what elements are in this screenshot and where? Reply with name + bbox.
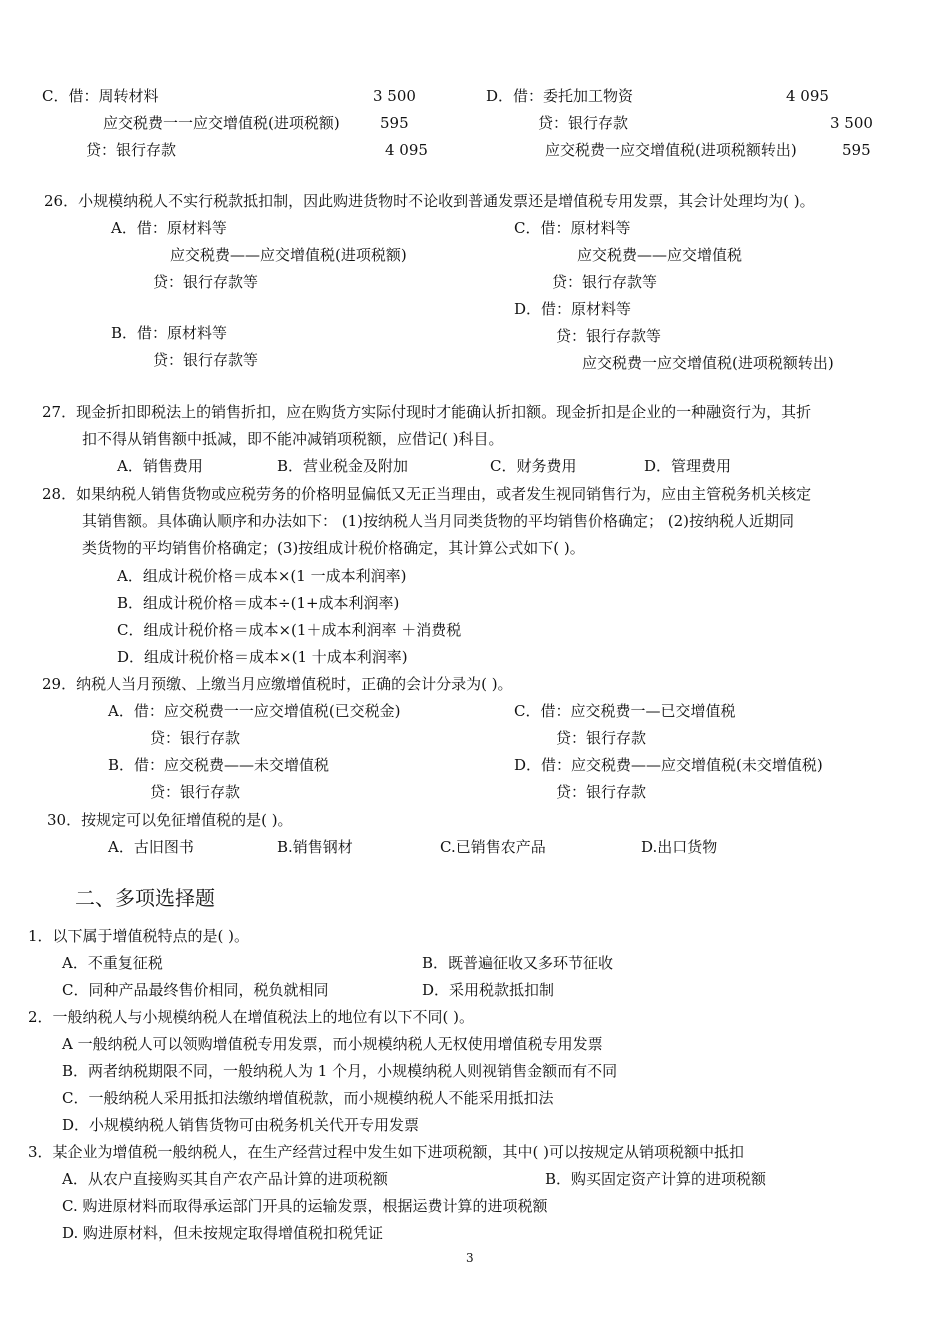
q28-stem-line1: 28．如果纳税人销售货物或应税劳务的价格明显偏低又无正当理由，或者发生视同销售行为，应由主管税务机关核定 bbox=[42, 485, 812, 503]
m3-option-a: A．从农户直接购买其自产农产品计算的进项税额 bbox=[62, 1170, 388, 1188]
section-title: 二、多项选择题 bbox=[75, 886, 215, 910]
m3-stem: 3．某企业为增值税一般纳税人，在生产经营过程中发生如下进项税额，其中( )可以按规定从销项税额中抵扣 bbox=[28, 1143, 745, 1161]
q30-option-d: D.出口货物 bbox=[641, 838, 718, 856]
q26-option-c-line2: 应交税费——应交增值税 bbox=[577, 246, 743, 264]
q29-option-d-line1: D．借：应交税费——应交增值税(未交增值税) bbox=[514, 756, 823, 774]
q26-option-d-line1: D．借：原材料等 bbox=[514, 300, 632, 318]
q26-option-b-line1: B．借：原材料等 bbox=[111, 324, 228, 342]
q27-option-a: A．销售费用 bbox=[117, 457, 203, 475]
q26-option-a-line2: 应交税费——应交增值税(进项税额) bbox=[170, 246, 407, 264]
q27-stem-line1: 27．现金折扣即税法上的销售折扣，应在购货方实际付现时才能确认折扣额。现金折扣是企业的一种融资行为，其折 bbox=[42, 403, 812, 421]
q25-option-d-amount2: 3 500 bbox=[830, 114, 873, 132]
q26-option-d-line3: 应交税费一应交增值税(进项税额转出) bbox=[582, 354, 834, 372]
q30-option-a: A．古旧图书 bbox=[108, 838, 194, 856]
q28-option-d: D．组成计税价格＝成本×(1 十成本利润率) bbox=[117, 648, 408, 666]
q27-option-c: C．财务费用 bbox=[490, 457, 577, 475]
q29-option-a-line1: A．借：应交税费一一应交增值税(已交税金) bbox=[108, 702, 401, 720]
m1-stem: 1．以下属于增值税特点的是( )。 bbox=[28, 927, 250, 945]
q25-option-d-line1: D．借：委托加工物资 bbox=[486, 87, 634, 105]
q28-option-a: A．组成计税价格＝成本×(1 一成本利润率) bbox=[117, 567, 407, 585]
q28-stem-line2: 其销售额。具体确认顺序和办法如下： (1)按纳税人当月同类货物的平均销售价格确定； (2)按纳税人近期同 bbox=[82, 512, 795, 530]
m3-option-b: B．购买固定资产计算的进项税额 bbox=[545, 1170, 767, 1188]
m2-option-d: D．小规模纳税人销售货物可由税务机关代开专用发票 bbox=[62, 1116, 420, 1134]
q25-option-c-line1: C．借：周转材料 bbox=[42, 87, 159, 105]
q26-option-c-line1: C．借：原材料等 bbox=[514, 219, 631, 237]
q29-option-c-line2: 贷：银行存款 bbox=[556, 729, 647, 747]
q25-option-c-line2: 应交税费一一应交增值税(进项税额) bbox=[103, 114, 340, 132]
m2-option-c: C．一般纳税人采用抵扣法缴纳增值税款，而小规模纳税人不能采用抵扣法 bbox=[62, 1089, 554, 1107]
q26-option-a-line1: A．借：原材料等 bbox=[111, 219, 227, 237]
q25-option-c-amount2: 595 bbox=[380, 114, 409, 132]
q25-option-c-line3: 贷：银行存款 bbox=[86, 141, 177, 159]
q29-option-d-line2: 贷：银行存款 bbox=[556, 783, 647, 801]
q26-stem: 26．小规模纳税人不实行税款抵扣制，因此购进货物时不论收到普通发票还是增值税专用发票，其会计处理均为( )。 bbox=[44, 192, 815, 210]
q27-option-b: B．营业税金及附加 bbox=[277, 457, 409, 475]
q29-stem: 29．纳税人当月预缴、上缴当月应缴增值税时，正确的会计分录为( )。 bbox=[42, 675, 513, 693]
q25-option-d-amount3: 595 bbox=[842, 141, 871, 159]
q27-option-d: D．管理费用 bbox=[644, 457, 732, 475]
q25-option-c-amount1: 3 500 bbox=[373, 87, 416, 105]
m1-option-b: B．既普遍征收又多环节征收 bbox=[422, 954, 614, 972]
m3-option-d: D. 购进原材料，但未按规定取得增值税扣税凭证 bbox=[62, 1224, 384, 1242]
page-number: 3 bbox=[466, 1251, 474, 1265]
q26-option-b-line2: 贷：银行存款等 bbox=[153, 351, 259, 369]
q29-option-c-line1: C．借：应交税费一—已交增值税 bbox=[514, 702, 736, 720]
q30-stem: 30．按规定可以免征增值税的是( )。 bbox=[47, 811, 293, 829]
q25-option-d-line2: 贷：银行存款 bbox=[538, 114, 629, 132]
q30-option-c: C.已销售农产品 bbox=[440, 838, 546, 856]
m1-option-c: C．同种产品最终售价相同，税负就相同 bbox=[62, 981, 329, 999]
m2-stem: 2．一般纳税人与小规模纳税人在增值税法上的地位有以下不同( )。 bbox=[28, 1008, 475, 1026]
q25-option-d-line3: 应交税费一应交增值税(进项税额转出) bbox=[545, 141, 797, 159]
q26-option-c-line3: 贷：银行存款等 bbox=[552, 273, 658, 291]
q26-option-a-line3: 贷：银行存款等 bbox=[153, 273, 259, 291]
m2-option-b: B．两者纳税期限不同，一般纳税人为 1 个月，小规模纳税人则视销售金额而有不同 bbox=[62, 1062, 618, 1080]
q29-option-b-line2: 贷：银行存款 bbox=[150, 783, 241, 801]
q30-option-b: B.销售钢材 bbox=[277, 838, 353, 856]
q29-option-b-line1: B．借：应交税费——未交增值税 bbox=[108, 756, 330, 774]
m1-option-d: D．采用税款抵扣制 bbox=[422, 981, 555, 999]
q28-option-c: C．组成计税价格＝成本×(1＋成本利润率 ＋消费税 bbox=[117, 621, 462, 639]
q26-option-d-line2: 贷：银行存款等 bbox=[556, 327, 662, 345]
m2-option-a: A 一般纳税人可以领购增值税专用发票，而小规模纳税人无权使用增值税专用发票 bbox=[62, 1035, 603, 1053]
q25-option-d-amount1: 4 095 bbox=[786, 87, 829, 105]
q27-stem-line2: 扣不得从销售额中抵减，即不能冲减销项税额，应借记( )科目。 bbox=[82, 430, 504, 448]
q28-option-b: B．组成计税价格＝成本÷(1+成本利润率) bbox=[117, 594, 400, 612]
q29-option-a-line2: 贷：银行存款 bbox=[150, 729, 241, 747]
m1-option-a: A．不重复征税 bbox=[62, 954, 163, 972]
q25-option-c-amount3: 4 095 bbox=[385, 141, 428, 159]
m3-option-c: C. 购进原材料而取得承运部门开具的运输发票，根据运费计算的进项税额 bbox=[62, 1197, 548, 1215]
q28-stem-line3: 类货物的平均销售价格确定；(3)按组成计税价格确定，其计算公式如下( )。 bbox=[82, 539, 585, 557]
